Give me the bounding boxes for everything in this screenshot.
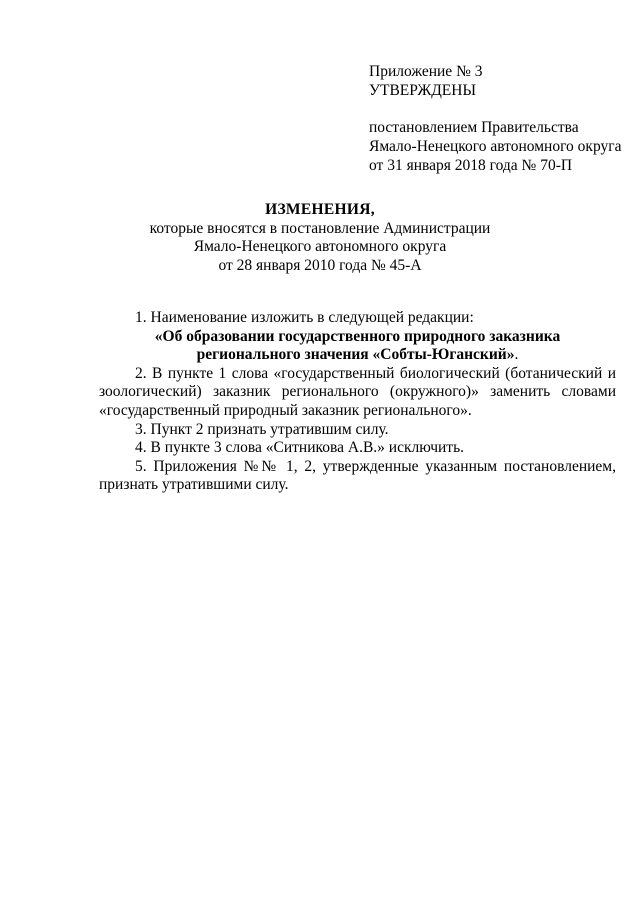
spacer [369,100,619,118]
new-name-line-1: «Об образовании государственного природного заказника [154,327,561,345]
item-3: 3. Пункт 2 признать утратившим силу. [135,420,389,438]
title-line-2: Ямало-Ненецкого автономного округа [193,238,447,255]
new-name-line-2 [99,346,616,365]
new-name-period: . [514,346,519,364]
item-4: 4. В пункте 3 слова «Ситникова А.В.» исключить. [135,439,465,457]
decree-line-1: постановлением Правительства [369,119,579,136]
item-2: 2. В пункте 1 слова «государственный биологический (ботанический и зоологический) заказник регионального (окружного)» заменить словами «государственный природный заказник регионального». [99,364,616,419]
item-1: 1. Наименование изложить в следующей редакции: [135,309,474,326]
decree-line-3: от 31 января 2018 года № 70-П [369,157,573,174]
title-line-1: которые вносятся в постановление Администрации [149,219,491,237]
item-1-new-name [99,328,616,365]
appendix-header [369,62,622,175]
document-body [99,309,616,495]
title-heading: ИЗМЕНЕНИЯ, [265,201,375,218]
new-name-line-2-text: регионального значения «Собты-Юганский» [196,346,515,364]
title-line-3: от 28 января 2010 года № 45-А [218,256,422,274]
item-5: 5. Приложения №№ 1, 2, утвержденные указанным постановлением, признать утратившими силу. [99,457,616,494]
approved-label: УТВЕРЖДЕНЫ [369,82,476,99]
decree-line-2: Ямало-Ненецкого автономного округа [369,138,622,155]
document-title [120,201,520,275]
appendix-number: Приложение № 3 [369,63,483,80]
